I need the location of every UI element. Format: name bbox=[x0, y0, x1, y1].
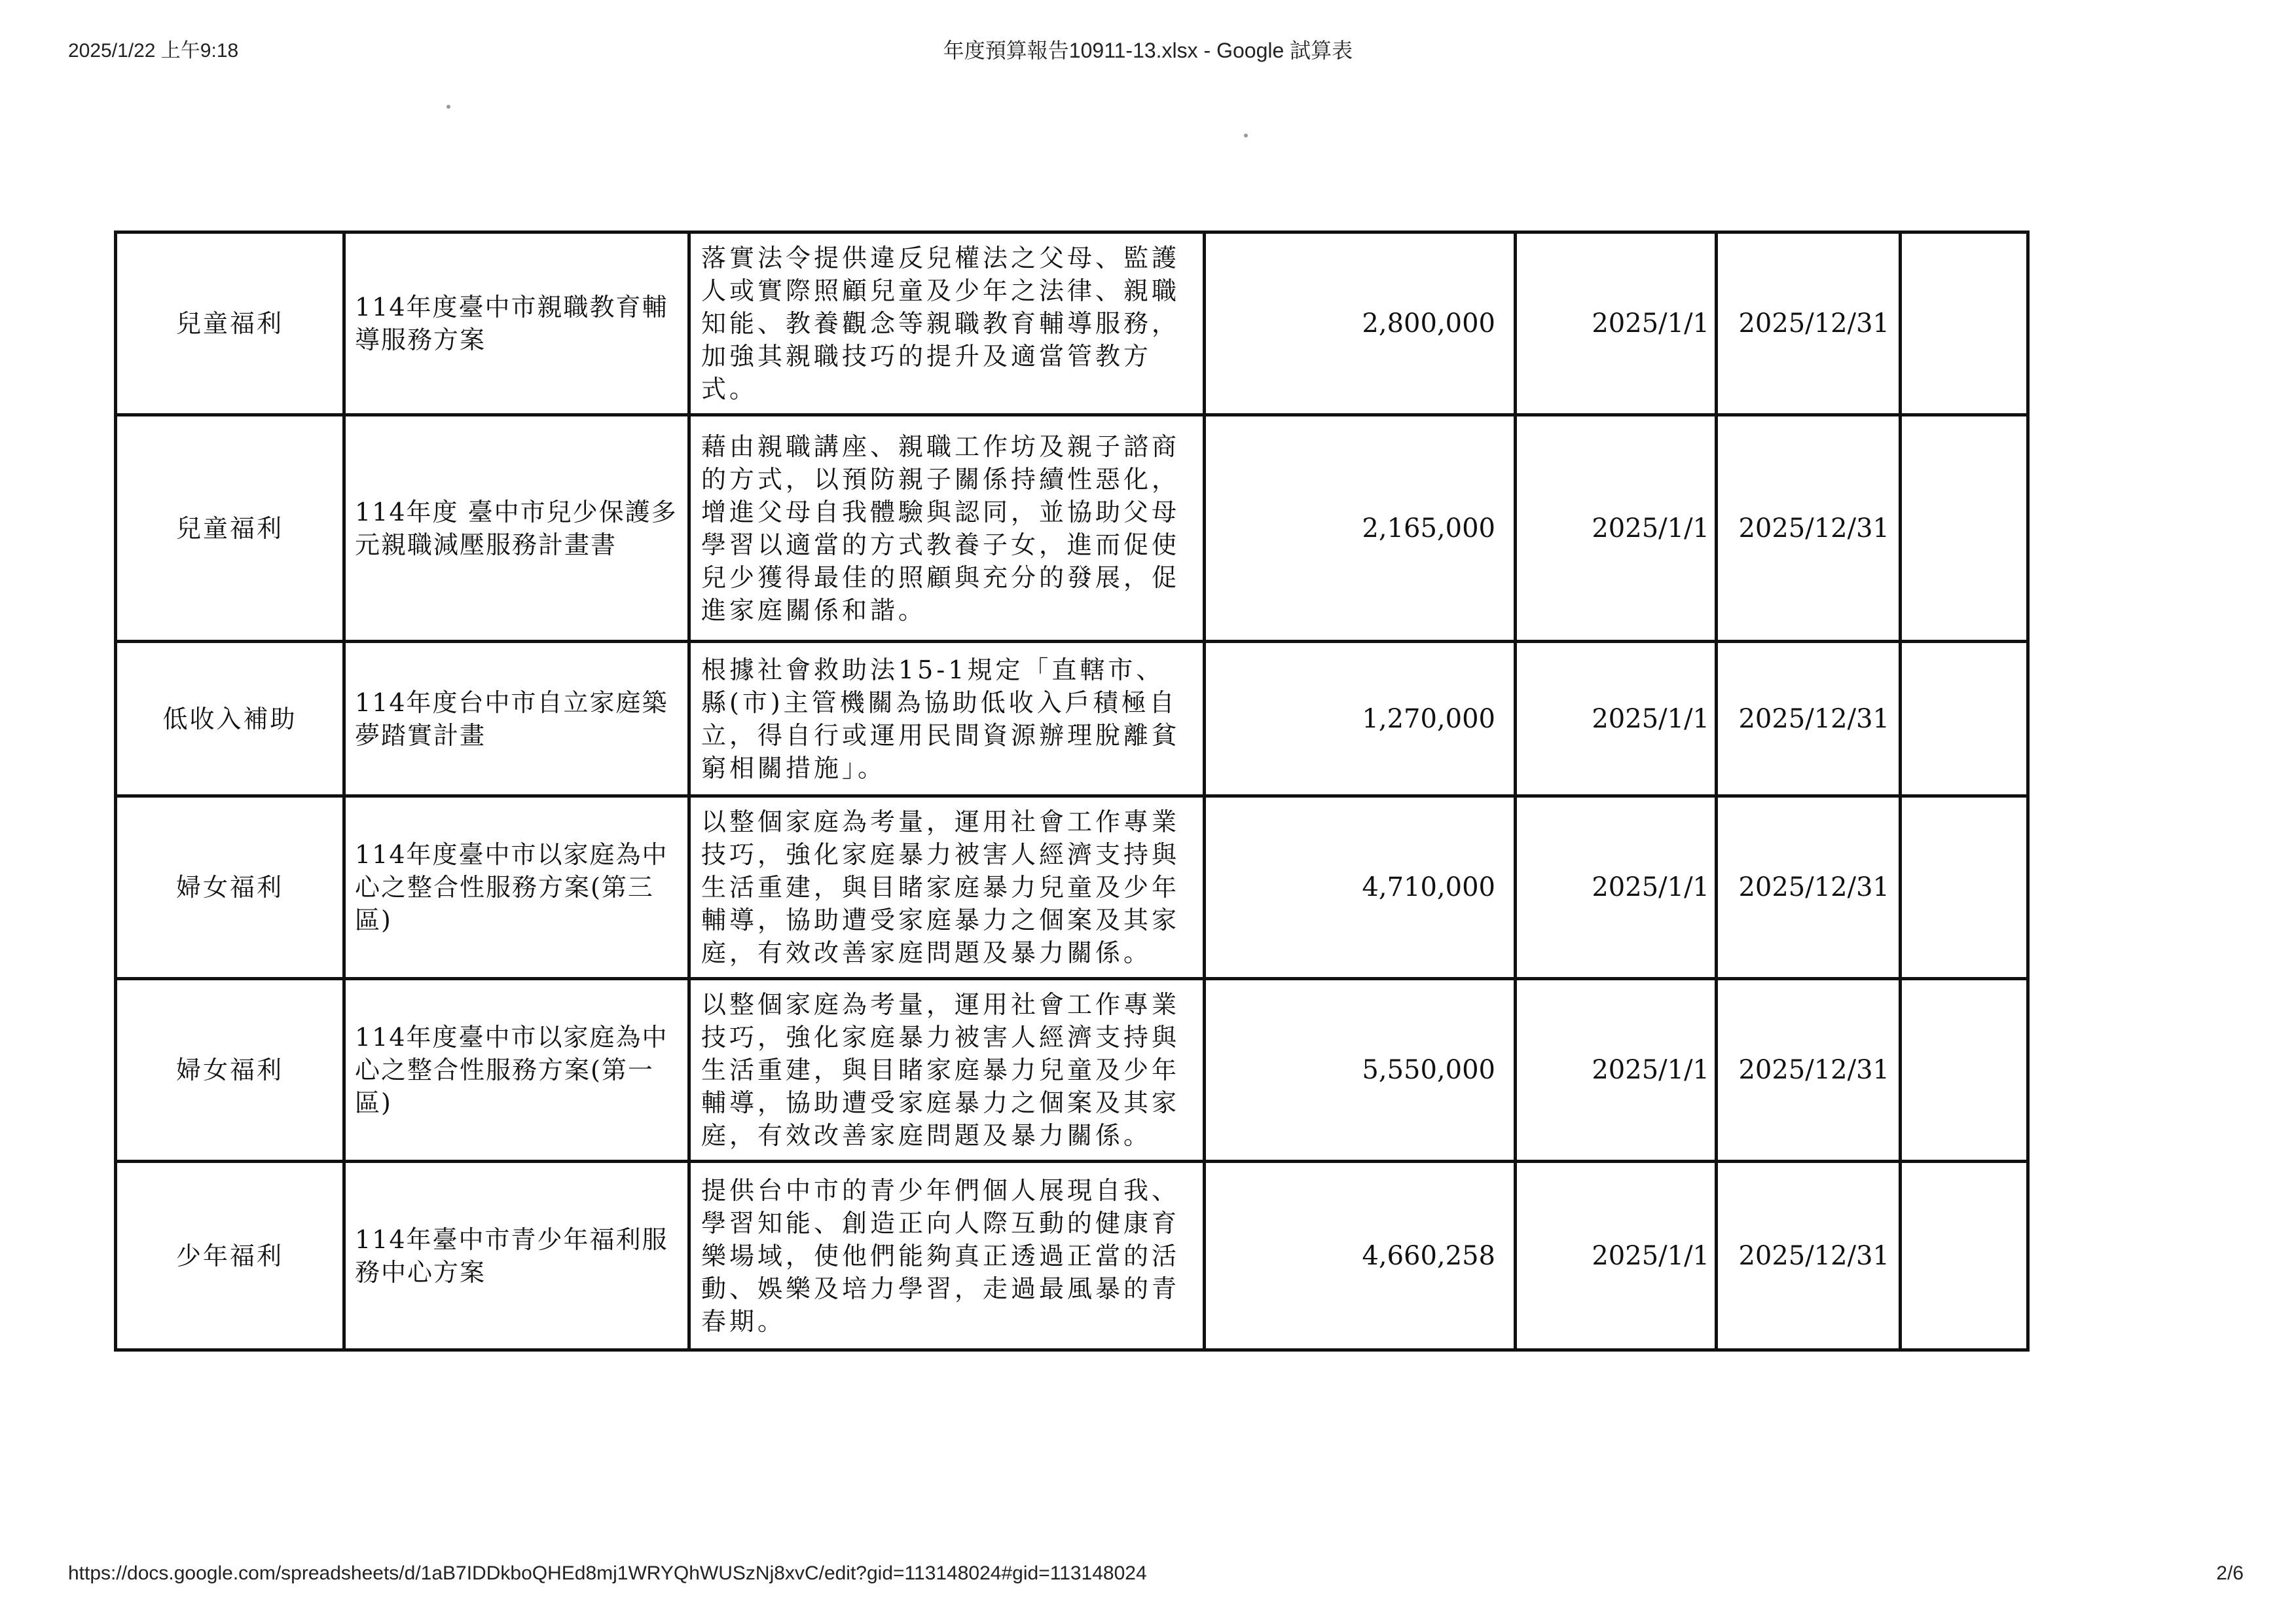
print-footer-page-number: 2/6 bbox=[2216, 1562, 2244, 1584]
category-cell: 少年福利 bbox=[116, 1162, 344, 1350]
category-cell: 兒童福利 bbox=[116, 232, 344, 415]
table-row bbox=[116, 232, 2028, 415]
note-cell bbox=[1901, 796, 2028, 979]
project-name-cell: 114年臺中市青少年福利服務中心方案 bbox=[344, 1162, 689, 1350]
scan-speck bbox=[1244, 134, 1248, 138]
end-date-cell: 2025/12/31 bbox=[1717, 415, 1901, 642]
project-name-cell: 114年度臺中市以家庭為中心之整合性服務方案(第三區) bbox=[344, 796, 689, 979]
project-name-cell: 114年度台中市自立家庭築夢踏實計畫 bbox=[344, 642, 689, 796]
project-name-cell: 114年度臺中市親職教育輔導服務方案 bbox=[344, 232, 689, 415]
project-name-cell: 114年度臺中市以家庭為中心之整合性服務方案(第一區) bbox=[344, 979, 689, 1162]
start-date-cell: 2025/1/1 bbox=[1516, 642, 1717, 796]
category-cell: 婦女福利 bbox=[116, 979, 344, 1162]
print-header-datetime: 2025/1/22 上午9:18 bbox=[68, 40, 239, 62]
note-cell bbox=[1901, 979, 2028, 1162]
end-date-cell: 2025/12/31 bbox=[1717, 979, 1901, 1162]
description-cell: 藉由親職講座、親職工作坊及親子諮商的方式，以預防親子關係持續性惡化，增進父母自我體驗與認同，並協助父母學習以適當的方式教養子女，進而促使兒少獲得最佳的照顧與充分的發展，促進家庭關係和諧。 bbox=[689, 415, 1205, 642]
note-cell bbox=[1901, 232, 2028, 415]
amount-cell: 1,270,000 bbox=[1205, 642, 1516, 796]
description-cell: 以整個家庭為考量，運用社會工作專業技巧，強化家庭暴力被害人經濟支持與生活重建，與目睹家庭暴力兒童及少年輔導，協助遭受家庭暴力之個案及其家庭，有效改善家庭問題及暴力關係。 bbox=[689, 979, 1205, 1162]
note-cell bbox=[1901, 415, 2028, 642]
description-cell: 以整個家庭為考量，運用社會工作專業技巧，強化家庭暴力被害人經濟支持與生活重建，與目睹家庭暴力兒童及少年輔導，協助遭受家庭暴力之個案及其家庭，有效改善家庭問題及暴力關係。 bbox=[689, 796, 1205, 979]
category-cell: 低收入補助 bbox=[116, 642, 344, 796]
end-date-cell: 2025/12/31 bbox=[1717, 642, 1901, 796]
table-row bbox=[116, 1162, 2028, 1350]
note-cell bbox=[1901, 1162, 2028, 1350]
table-row bbox=[116, 796, 2028, 979]
note-cell bbox=[1901, 642, 2028, 796]
amount-cell: 2,800,000 bbox=[1205, 232, 1516, 415]
start-date-cell: 2025/1/1 bbox=[1516, 796, 1717, 979]
print-footer-url: https://docs.google.com/spreadsheets/d/1aB7IDDkboQHEd8mj1WRYQhWUSzNj8xvC/edit?gid=113148024#gid=113148024 bbox=[68, 1562, 1147, 1584]
start-date-cell: 2025/1/1 bbox=[1516, 415, 1717, 642]
scan-speck bbox=[446, 105, 450, 109]
table-row bbox=[116, 642, 2028, 796]
description-cell: 根據社會救助法15-1規定「直轄市、縣(市)主管機關為協助低收入戶積極自立，得自行或運用民間資源辦理脫離貧窮相關措施」。 bbox=[689, 642, 1205, 796]
start-date-cell: 2025/1/1 bbox=[1516, 1162, 1717, 1350]
amount-cell: 4,660,258 bbox=[1205, 1162, 1516, 1350]
budget-table bbox=[114, 231, 2030, 1352]
description-cell: 落實法令提供違反兒權法之父母、監護人或實際照顧兒童及少年之法律、親職知能、教養觀念等親職教育輔導服務，加強其親職技巧的提升及適當管教方式。 bbox=[689, 232, 1205, 415]
start-date-cell: 2025/1/1 bbox=[1516, 232, 1717, 415]
end-date-cell: 2025/12/31 bbox=[1717, 232, 1901, 415]
end-date-cell: 2025/12/31 bbox=[1717, 1162, 1901, 1350]
description-cell: 提供台中市的青少年們個人展現自我、學習知能、創造正向人際互動的健康育樂場域，使他們能夠真正透過正當的活動、娛樂及培力學習，走過最風暴的青春期。 bbox=[689, 1162, 1205, 1350]
print-header-document-title: 年度預算報告10911-13.xlsx - Google 試算表 bbox=[943, 39, 1353, 62]
amount-cell: 2,165,000 bbox=[1205, 415, 1516, 642]
table-row bbox=[116, 979, 2028, 1162]
table-row bbox=[116, 415, 2028, 642]
category-cell: 兒童福利 bbox=[116, 415, 344, 642]
project-name-cell: 114年度 臺中市兒少保護多元親職減壓服務計畫書 bbox=[344, 415, 689, 642]
amount-cell: 5,550,000 bbox=[1205, 979, 1516, 1162]
end-date-cell: 2025/12/31 bbox=[1717, 796, 1901, 979]
category-cell: 婦女福利 bbox=[116, 796, 344, 979]
start-date-cell: 2025/1/1 bbox=[1516, 979, 1717, 1162]
amount-cell: 4,710,000 bbox=[1205, 796, 1516, 979]
